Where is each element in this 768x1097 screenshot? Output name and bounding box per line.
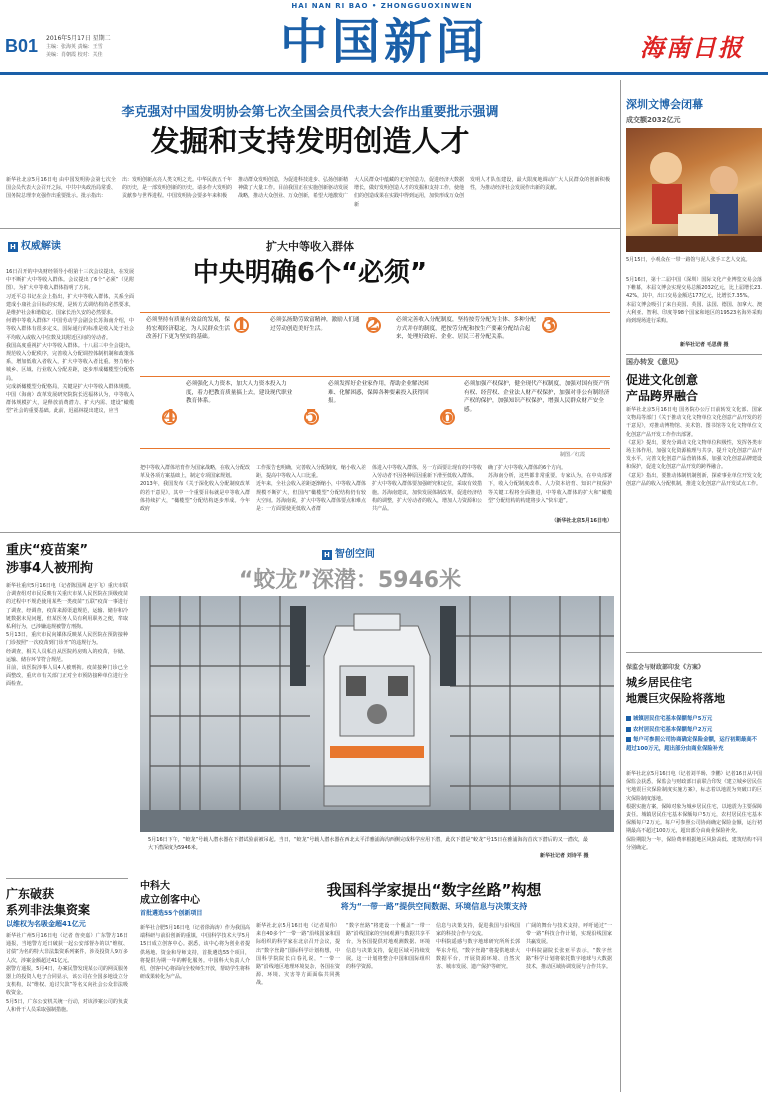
left-story-2-body: 新华社广州5月16日电（记者 詹奕嘉）广东警方16日通报，当地警方近日破获一起公安部督办的以“维权、讨债”为名的特大非法集资系列案件，涉及投资人9万多人次，涉案金额超过41亿元。 据警方通报，5月4日，办案民警发现某公司的网页服务器上的投资人电子合同显示，该公司在全国多地设立分支机构，以“维权、追讨欠款”等名义向社会公众非法吸收资金。 5月5日，广东公安机关统一行动，对该涉案公司的负责人和骨干人员采取强制措施。 (6, 933, 128, 1013)
insurance-bullet-1: 城镇居民住宅基本保额每户5万元 (626, 714, 762, 725)
right-story-1-credit: 新华社记者 毛思倩 摄 (680, 342, 729, 348)
section-title: 中国新闻 (279, 14, 488, 70)
right-story-2-kicker: 国办转发《意见》 (626, 358, 682, 366)
must-6-text: 必须加强产权保护，健全现代产权制度，加强对国有资产所有权、经营权、企业法人财产权保护，加强对非公有制经济产权的保护，加强知识产权保护，增强人民群众财产安全感。 (464, 381, 610, 413)
right-story-3-head-2: 地震巨灾保险将落地 (626, 692, 725, 705)
right-story-1-body: 5月16日，第十二届中国（深圳）国际文化产业博览交易会落下帷幕，本届文博会实现交易总额2032亿元，比上届增长23.42%，其中，出口交易金额达177亿元，比增长7.35%。 本届文博会吸引了来自美国、英国、法国、德国、加拿大、澳大利亚、智利、印度等98个国家和地区的19523名海外采购商到现场进行采购。 (626, 277, 762, 325)
bullet-square-icon (626, 716, 631, 721)
science-sub-kicker-1: 中科大 (140, 881, 170, 892)
feature-headline: 中央明确6个“必须” (192, 258, 428, 288)
lead-col-4: 大人民群众中蕴藏的无穷创造力，促进经济大数据增长，做好发明创造人才的发掘和支持工作，使他们的创造成果在实践中得到运用，加快形成万众创新 (354, 177, 464, 208)
insurance-bullet-2: 农村居民住宅基本保额每户2万元 (626, 725, 762, 736)
jiaolong-photo-art (140, 596, 614, 832)
lead-col-1: 新华社北京5月16日电 由中国发明协会第七次全国会员代表大会召开之际，中共中央政治局常委、国务院总理李克强作出重要批示。批示指出： (6, 177, 116, 200)
must-3-number: 3 (543, 314, 556, 335)
expo-photo (626, 128, 762, 252)
right-story-3-head: 城乡居民住宅 (626, 676, 692, 689)
science-main-headline: 我国科学家提出“数字丝路”构想 (326, 881, 542, 899)
left-story-2-head-2: 系列非法集资案 (6, 903, 91, 917)
page-number: B01 (5, 36, 39, 56)
feature-badge-row (8, 240, 61, 254)
right-story-2-head-2: 产品跨界融合 (626, 389, 699, 403)
feature-byline: （新华社北京5月16日电） (551, 518, 612, 524)
lead-kicker: 李克强对中国发明协会第七次全国会员代表大会作出重要批示强调 (121, 105, 499, 120)
lead-col-5: 发明人才队伍建设，最大限度地调动广大人民群众的创新积极性，为推动经济社会发展作出新的贡献。 (470, 177, 610, 192)
must-5-number: 5 (305, 406, 318, 427)
editor-line: 主编：张海英 责编：王雪 (46, 44, 103, 50)
must-6-number: 6 (441, 406, 454, 427)
science-sub-body: 新华社合肥5月16日电（记者徐海涛）作为我国高端科研与前沿创新的重镇，中国科学技术大学5月15日成立创客中心。据悉，该中心将为创业者提供场地、资金和导师支持，首批遴选55个项目，将提供为期一年的孵化服务。中国科大负责人介绍，创客中心将面向全校师生开放，帮助学生将科研成果转化为产品。 (140, 925, 250, 981)
must-1-text: 必须坚持有质量有效益的发展，保持宏观经济稳定，为人民群众生活改善打下更为坚实的基础。 (146, 317, 230, 341)
must-4-text: 必须强化人力资本，加大人力资本投入力度，着力把教育质量搞上去，建设现代职业教育体系。 (186, 381, 293, 405)
feature-left-col: 16日召开的中央财经领导小组第十三次会议提出，在发展中不断扩大中等收入群体。会议提出了6个“必须”（见附图）。为扩大中等收入群体指明了方向。 习近平总书记在会上指出，扩大中等收入群体，关系全面建成小康社会目标的实现，是转方式调结构的必然要求，是维护社会和谐稳定、国家长治久安的必然要求。 何谓中等收入群体？中国劳动学会副会长苏海南介绍，中等收入群体有很多定义，国际通行的标准是收入处于社会平均收入或收入中位数及其附近区间的劳动者。 我国高度重视扩大中等收入群体。十八届三中全会提出，规范收入分配秩序，完善收入分配调控体制机制和政策体系，增加低收入者收入，扩大中等收入者比重。努力缩小城乡、区域、行业收入分配差距，逐步形成橄榄型分配格局。 完成新橄榄型分配格局，关键是扩大中等收入群体规模。中国（海南）改革发展研究院院长迟福林认为，中等收入群体规模扩大，是释放消费潜力、扩大内需、建设“橄榄型”社会的重要基础。此前，迟福林提出建议，应当 (6, 269, 134, 415)
date-line: 2016年5月17日 星期二 (46, 35, 111, 42)
lead-col-2: 出：发明创新点亮人类文明之光。中华民族五千年的历史，是一部发明创新的历史。请多作大发明的贡献参与世界进程。中国发明协会要多年来积极 (122, 177, 232, 200)
feature-bottom-col-2: 工作报告也明确，完善收入分配制度，缩小收入差距，提高中等收入人口比重。 近年来，全社会收入差距逐渐缩小，中等收入群体规模不断扩大，但国内“橄榄型”分配结构仍有较大空间。苏海南说，扩大中等收入群体要点和难点是：一方面要使更低收入者群 (256, 465, 366, 513)
science-badge-icon: H (324, 551, 330, 559)
masthead-pinyin: HAI NAN RI BAO • ZHONGGUOXINWEN (291, 2, 473, 10)
expo-photo-art (626, 128, 762, 252)
graphic-credit: 制图／红霞 (560, 452, 586, 458)
feature-badge-icon: H (10, 243, 16, 251)
must-1-number: 1 (235, 314, 248, 335)
science-headline: “蛟龙”深潜：5946米 (238, 568, 462, 593)
must-5-text: 必须发挥好企业家作用，帮助企业解决困难、化解困惑，保障各种要素投入获得回报。 (328, 381, 429, 405)
science-col-1: 新华社北京5月16日电（记者周伟）来自40多个“一带一路”沿线国家和国际组织的科学家在北京召开会议，提出“数字丝路”国际科学计划构想，中国科学院院长白春礼说，“一带一路”沿线地区地理环境复杂，各国在资源、环境、灾害等方面面临共同挑战。 (256, 923, 340, 987)
left-story-2-head: 广东破获 (6, 887, 55, 901)
right-story-2-head: 促进文化创意 (626, 373, 699, 387)
masthead (0, 0, 768, 80)
feature-bottom-col-3: 体进入中等收入群体，另一方面要让现有的中等收入劳动者不因各种原因重新下滑至低收入群体。 扩大中等收入群体要加强研究和定位，采取有效措施。苏海南建议，加快发展体制改革，促进经济结构的调整，扩大劳动者的收入，增加人力资源和公共产品。 (372, 465, 482, 513)
must-4-number: 4 (163, 406, 176, 427)
photo-credit: 新华社记者 刘诗平 摄 (540, 853, 589, 859)
science-sub-kicker-2: 成立创客中心 (140, 895, 200, 906)
feature-badge: 权威解读 (20, 241, 61, 252)
right-story-1-head: 深圳文博会闭幕 (626, 98, 703, 111)
left-story-1-head-2: 涉事4人被刑拘 (6, 561, 94, 576)
feature-bottom-col-1: 把中等收入群体培育作为国家战略，在收入分配改革及各项方案基础上，制定专项国家规划。 2013年，我国发布《关于深化收入分配制度改革的若干意见》，其中一个重要目标就是中等收入群体持续扩大，“橄榄型”分配结构逐步形成。今年政府 (140, 465, 250, 513)
insurance-bullets (626, 714, 762, 754)
jiaolong-photo (140, 596, 614, 832)
must-2-number: 2 (367, 314, 380, 335)
science-sub-kicker-3: 首批遴选55个创新项目 (140, 910, 203, 917)
science-badge: 智创空间 (334, 549, 375, 560)
feature-bottom-col-4: 确了扩大中等收入群体的6个方向。 苏海南分析，这些都非常重要。专家认为，在中央部署下，收入分配制度改革、人力资本培育、知识产权保护等关键工程将全面推进，中等收入群体的扩大和“橄榄型”分配结构的构建将步入“快车道”。 (488, 465, 612, 504)
lead-headline: 发掘和支持发明创造人才 (150, 124, 470, 158)
lead-col-3: 推动群众发明创造，为促进科技进步、弘扬创新精神做了大量工作。目前我国正在实施创新驱动发展战略，推动大众创业、万众创新，希望大地激发广 (238, 177, 348, 200)
bullet-square-icon (626, 737, 631, 742)
bullet-square-icon (626, 727, 631, 732)
designer-line: 美编：肖朝霞 校对：关佳 (46, 52, 103, 58)
science-badge-row (322, 548, 375, 562)
insurance-bullet-3: 每户可参照公司协商确定保险金额，运行初期最高不超过100万元，超出部分由商业保险补充 (626, 737, 757, 752)
science-main-subheadline: 将为“一带一路”提供空间数据、环境信息与决策支持 (340, 902, 528, 911)
right-story-3-body: 新华社北京5月16日电（记者刘羊旸、李鹏）记者16日从中国保监会获悉，保监会与财政部日前联合印发《建立城乡居民住宅地震巨灾保险制度实施方案》，标志着以地震为突破口的巨灾保险制度落地。 根据实施方案，保障对象为城乡居民住宅，以地震为主要保障责任。城镇居民住宅基本保额每户5万元，农村居民住宅基本保额每户2万元。每户可参照公司协商确定保险金额，运行初期最高不超过100万元，超出部分由商业保险补充。 保险期限为一年，保险费率根据地区风险高低、建筑结构不同分别确定。 (626, 771, 762, 851)
right-story-3-kicker: 保监会与财政部印发《方案》 (626, 664, 705, 671)
feature-kicker: 扩大中等收入群体 (266, 240, 354, 253)
expo-photo-caption: 5月15日，小观众在一带一路馆与泥人张手工艺人交流。 (626, 257, 751, 263)
left-story-1-body: 新华社重庆5月16日电（记者陈国洲 赵宇飞）重庆市联合调查组对市民反映有关重庆市某人民医院在顶级疫苗的过程中不规范使用某些一类疫苗“五联”疫苗一事进行了调查，经调查，疫苗来源渠道规范，运输、储存和冷链数据未见问题，但某医务人员有利用职务之便，牟取私利行为，已涉嫌违规被警方刑拘。 5月13日，重庆市民向媒体反映某人民医院在预防接种门诊按照“一次疫苗到门诊开”的违规行为。 经调查，相关人员私自从医院药房购入的疫苗，存储、运输、储存环节符合规范。 目前，该医院涉事人员4人被刑拘。疫苗接种门诊已全面整改，重庆市有关部门正对全市预防接种单位进行全面检查。 (6, 583, 128, 688)
right-story-1-sub: 成交额2032亿元 (626, 116, 681, 124)
right-story-2-body: 新华社北京5月16日电 国务院办公厅日前转发文化部、国家文物局等部门《关于推动文化文物单位文化创意产品开发的若干意见》，对推动博物馆、美术馆、图书馆等文化文物单位文化创意产品开发工作作出部署。 《意见》提出，要充分调动文化文物单位积极性，发挥各类市场主体作用，加强文化资源梳理与共享，提升文化创意产品开发水平，完善文化创意产品营销体系，加强文化创意品牌建设和保护，促进文化创意产品开发的跨界融合。 《意见》指出，要推动体制机制创新，探索事业单位开发文化创意产品的收入分配机制，推进文化创意产品开发试点工作。 (626, 407, 762, 487)
science-col-4: 广阔的舞台与技术支持，呼吁通过“一带一路”科技合作计划，实现沿线国家共赢发展。 中科院副院长张亚平表示，“数字丝路”科学计划将依托数字地球与大数据技术，推动区域协调发展与合作共享。 (526, 923, 612, 971)
must-2-text: 必须弘扬勤劳致富精神，激励人们通过劳动创造美好生活。 (270, 317, 360, 332)
left-story-1-head: 重庆“疫苗案” (6, 543, 89, 558)
science-col-2: “数字丝路”将建设一个覆盖“一带一路”沿线国家的空间观测与数据共享平台，为各国提供对地观测数据、环境信息与决策支持，促进区域可持续发展。这一计划将整合中国和国际组织的科学资源。 (346, 923, 430, 971)
paper-logo: 海南日报 (640, 33, 744, 62)
must-3-text: 必须完善收入分配制度，坚持按劳分配为主体、多种分配方式并存的制度，把按劳分配和按生产要素分配结合起来，处理好政府、企业、居民三者分配关系。 (396, 317, 536, 341)
science-col-3: 信息与决策支持，促进我国与沿线国家的科技合作与交流。 中科院遥感与数字地球研究所所长郭华东介绍，“数字丝路”将提供地球大数据平台，开展资源环境、自然灾害、城市发展、遗产保护等研究。 (436, 923, 520, 971)
left-story-2-subhead: 以维权为名吸金超41亿元 (6, 920, 86, 928)
photo-caption: 5月16日下午，“蛟龙”号载人潜水器在下潜试验前被吊起。当日，“蛟龙”号载人潜水器在西北太平洋雅浦海沟西侧完成科学应用下潜，此次下潜是“蛟龙”号15日在雅浦海沟首次下潜后的又一潜次，最大下潜深度为5946米。 (148, 837, 588, 852)
